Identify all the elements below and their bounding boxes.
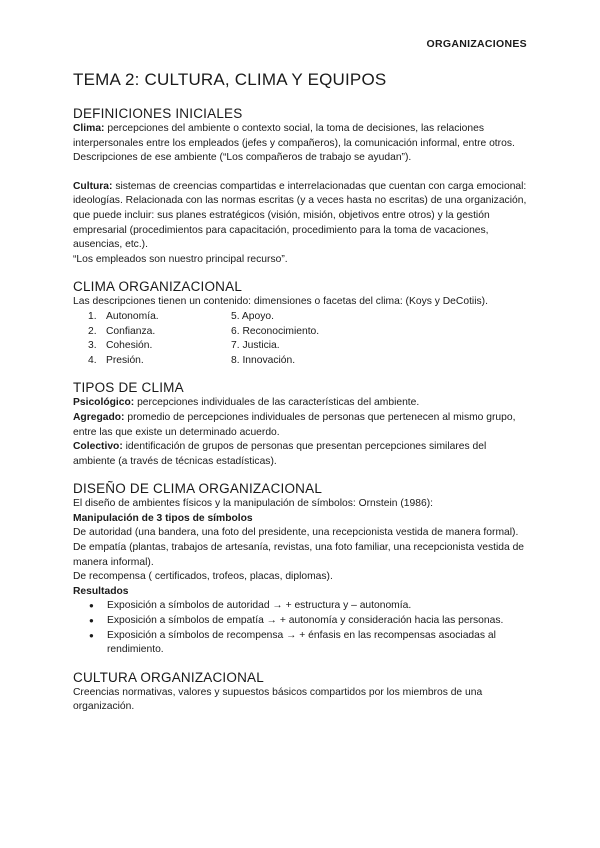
simbolo-recompensa: De recompensa ( certificados, trofeos, placas, diplomas). [73,571,333,583]
section-heading-cultura-organizacional: CULTURA ORGANIZACIONAL [73,669,264,685]
term-cultura: Cultura: [73,180,113,192]
list-item: 6. Reconocimiento. [231,325,320,337]
section-heading-tipos-clima: TIPOS DE CLIMA [73,380,184,396]
simbolo-autoridad: De autoridad (una bandera, una foto del presidente, una recepcionista vestida de manera formal). [73,527,519,539]
list-item: 1. Autonomía. [88,310,159,322]
list-item: 2. Confianza. [88,325,156,337]
page-title: TEMA 2: CULTURA, CLIMA Y EQUIPOS [73,70,387,89]
list-item: ● Exposición a símbolos de recompensa → + énfasis en las recompensas asociadas al rendimiento. [73,629,531,658]
cultura-org-text: Creencias normativas, valores y supuestos básicos compartidos por los miembros de una organización. [73,686,483,713]
clima-text: percepciones del ambiente o contexto social, la toma de decisiones, las relaciones interpersonales entre los empleados (jefes y compañeros), la comunicación informal, entre otros. Descripciones de ese ambiente (“Los compañeros de trabajo se ayudan”). [73,123,515,164]
diseno-intro: El diseño de ambientes físicos y la manipulación de símbolos: Ornstein (1986): [73,498,434,510]
cultura-quote: “Los empleados son nuestro principal recurso”. [73,253,288,265]
list-item: 5. Apoyo. [231,310,274,322]
page-header: ORGANIZACIONES [426,38,527,50]
list-item: 4. Presión. [88,354,144,366]
list-item: 3. Cohesión. [88,340,153,352]
manipulacion-heading: Manipulación de 3 tipos de símbolos [73,512,253,524]
tipo-colectivo: Colectivo: identificación de grupos de personas que presentan percepciones similares del ambiente (a través de técnicas estadísticas). [73,441,487,467]
definicion-clima [73,122,531,166]
cultura-text: sistemas de creencias compartidas e interrelacionadas que cuentan con carga emocional: ideologías. Relacionada con las normas escritas (y a veces hasta no escritas) de una organización, que puede incluir: sus planes estratégicos (visión, misión, objetivos entre otros) y la gestión empresarial (procedimientos para capacitación, procedimiento para la toma de vacaciones, ausencias, etc.). [73,180,527,251]
list-item: 8. Innovación. [231,354,296,366]
list-item: ● Exposición a símbolos de autoridad → + estructura y – autonomía. [73,599,531,614]
section-heading-diseno-clima: DISEÑO DE CLIMA ORGANIZACIONAL [73,481,323,497]
list-item: ● Exposición a símbolos de empatía → + autonomía y consideración hacia las personas. [73,614,531,629]
list-item: 7. Justicia. [231,340,280,352]
section-heading-definiciones: DEFINICIONES INICIALES [73,106,243,121]
resultados-heading: Resultados [73,585,129,597]
term-clima: Clima: [73,123,105,134]
section-heading-clima-organizacional: CLIMA ORGANIZACIONAL [73,279,243,295]
simbolo-empatia: De empatía (plantas, trabajos de artesanía, revistas, una foto familiar, una recepcionista vestida de manera informal). [73,542,525,568]
tipo-psicologico: Psicológico: percepciones individuales de las características del ambiente. [73,397,420,409]
document-body [73,70,531,715]
clima-intro: Las descripciones tienen un contenido: dimensiones o facetas del clima: (Koys y DeCotiis). [73,296,488,308]
definicion-cultura [73,180,531,253]
dimensions-list [73,310,531,368]
resultados-list [73,599,531,657]
tipo-agregado: Agregado: promedio de percepciones individuales de personas que pertenecen al mismo grupo, entre las que existe un determinado acuerdo. [73,411,516,438]
